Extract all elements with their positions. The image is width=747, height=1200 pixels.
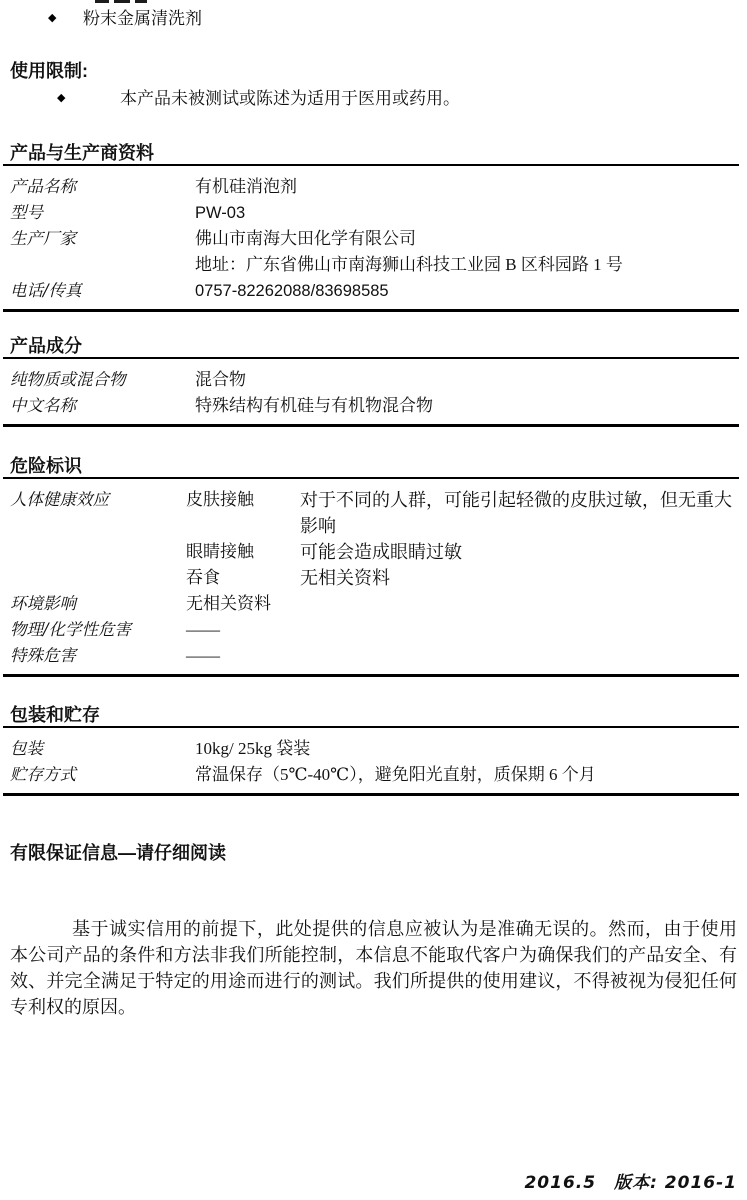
table-row — [3, 367, 739, 393]
table-row — [3, 617, 739, 643]
row-label: 型号 — [10, 203, 43, 222]
row-value: 有机硅消泡剂 — [195, 177, 297, 196]
row-description — [300, 591, 739, 617]
section-body — [3, 166, 739, 312]
row-label: 物理/化学性危害 — [10, 620, 132, 639]
row-value: 常温保存（5℃-40℃），避免阳光直射，质保期 6 个月 — [195, 765, 596, 784]
row-description: 对于不同的人群，可能引起轻微的皮肤过敏，但无重大影响 — [300, 490, 732, 536]
row-value: 10kg/ 25kg 袋装 — [195, 739, 311, 758]
warranty-paragraph: 基于诚实信用的前提下，此处提供的信息应被认为是准确无误的。然而，由于使用本公司产品的条件和方法非我们所能控制，本信息不能取代客户为确保我们的产品安全、有效、并完全满足于特定的用途而进行的测试。我们所提供的使用建议，不得被视为侵犯任何专利权的原因。 — [10, 919, 737, 1017]
row-label: 包装 — [10, 739, 43, 758]
table-row — [3, 278, 739, 304]
section-body — [3, 728, 739, 796]
table-row — [3, 565, 739, 591]
cropped-text-artifact — [95, 0, 109, 3]
table-row — [3, 174, 739, 200]
row-value: PW-03 — [195, 204, 246, 222]
row-label: 电话/传真 — [10, 281, 82, 300]
row-sublabel: —— — [186, 646, 220, 665]
table-row — [3, 539, 739, 565]
row-value: 0757-82262088/83698585 — [195, 282, 389, 300]
diamond-bullet-icon: ◆ — [57, 92, 66, 104]
row-description: 可能会造成眼睛过敏 — [300, 542, 462, 562]
table-row — [3, 487, 739, 539]
section-product-info — [3, 143, 739, 312]
usage-restriction-heading: 使用限制: — [10, 61, 88, 81]
section-body — [3, 359, 739, 427]
row-description: 无相关资料 — [300, 568, 390, 588]
table-row — [3, 226, 739, 252]
table-row — [3, 736, 739, 762]
section-body — [3, 479, 739, 677]
row-sublabel: 眼睛接触 — [186, 542, 254, 561]
table-row — [3, 252, 739, 278]
bullet-text: 粉末金属清洗剂 — [83, 9, 202, 28]
row-label: 贮存方式 — [10, 765, 76, 784]
warranty-heading: 有限保证信息—请仔细阅读 — [10, 843, 226, 863]
footer-version: 版本: 2016-1 — [614, 1173, 737, 1193]
footer-date: 2016.5 — [524, 1173, 597, 1193]
row-value: 特殊结构有机硅与有机物混合物 — [195, 396, 433, 415]
row-label: 生产厂家 — [10, 229, 76, 248]
row-label: 产品名称 — [10, 177, 76, 196]
row-value: 地址：广东省佛山市南海狮山科技工业园 B 区科园路 1 号 — [195, 255, 623, 274]
diamond-bullet-icon: ◆ — [48, 12, 57, 24]
table-row — [3, 762, 739, 788]
row-label: 纯物质或混合物 — [10, 370, 126, 389]
table-row — [3, 643, 739, 669]
table-row — [3, 200, 739, 226]
row-label: 特殊危害 — [10, 646, 76, 665]
row-label — [10, 539, 186, 565]
row-sublabel: 吞食 — [186, 568, 220, 587]
document-footer — [524, 1168, 737, 1193]
section-hazard — [3, 456, 739, 677]
section-title: 危险标识 — [3, 456, 739, 479]
row-label — [10, 565, 186, 591]
row-sublabel: —— — [186, 620, 220, 639]
section-title: 产品与生产商资料 — [3, 143, 739, 166]
cropped-text-artifact — [114, 0, 130, 3]
row-description — [300, 643, 739, 669]
list-item — [0, 9, 737, 29]
section-title: 包装和贮存 — [3, 705, 739, 728]
table-row — [3, 591, 739, 617]
row-description — [300, 617, 739, 643]
bullet-text: 本产品未被测试或陈述为适用于医用或药用。 — [120, 89, 460, 108]
row-value: 佛山市南海大田化学有限公司 — [195, 229, 416, 248]
list-item — [0, 89, 737, 109]
section-packaging — [3, 705, 739, 796]
row-sublabel: 无相关资料 — [186, 594, 271, 613]
row-sublabel: 皮肤接触 — [186, 490, 254, 509]
cropped-text-artifact — [135, 0, 147, 3]
table-row — [3, 393, 739, 419]
section-composition — [3, 336, 739, 427]
row-label: 中文名称 — [10, 396, 76, 415]
section-title: 产品成分 — [3, 336, 739, 359]
row-label: 环境影响 — [10, 594, 76, 613]
row-value: 混合物 — [195, 370, 246, 389]
row-label: 人体健康效应 — [10, 490, 109, 509]
row-label — [10, 252, 195, 278]
